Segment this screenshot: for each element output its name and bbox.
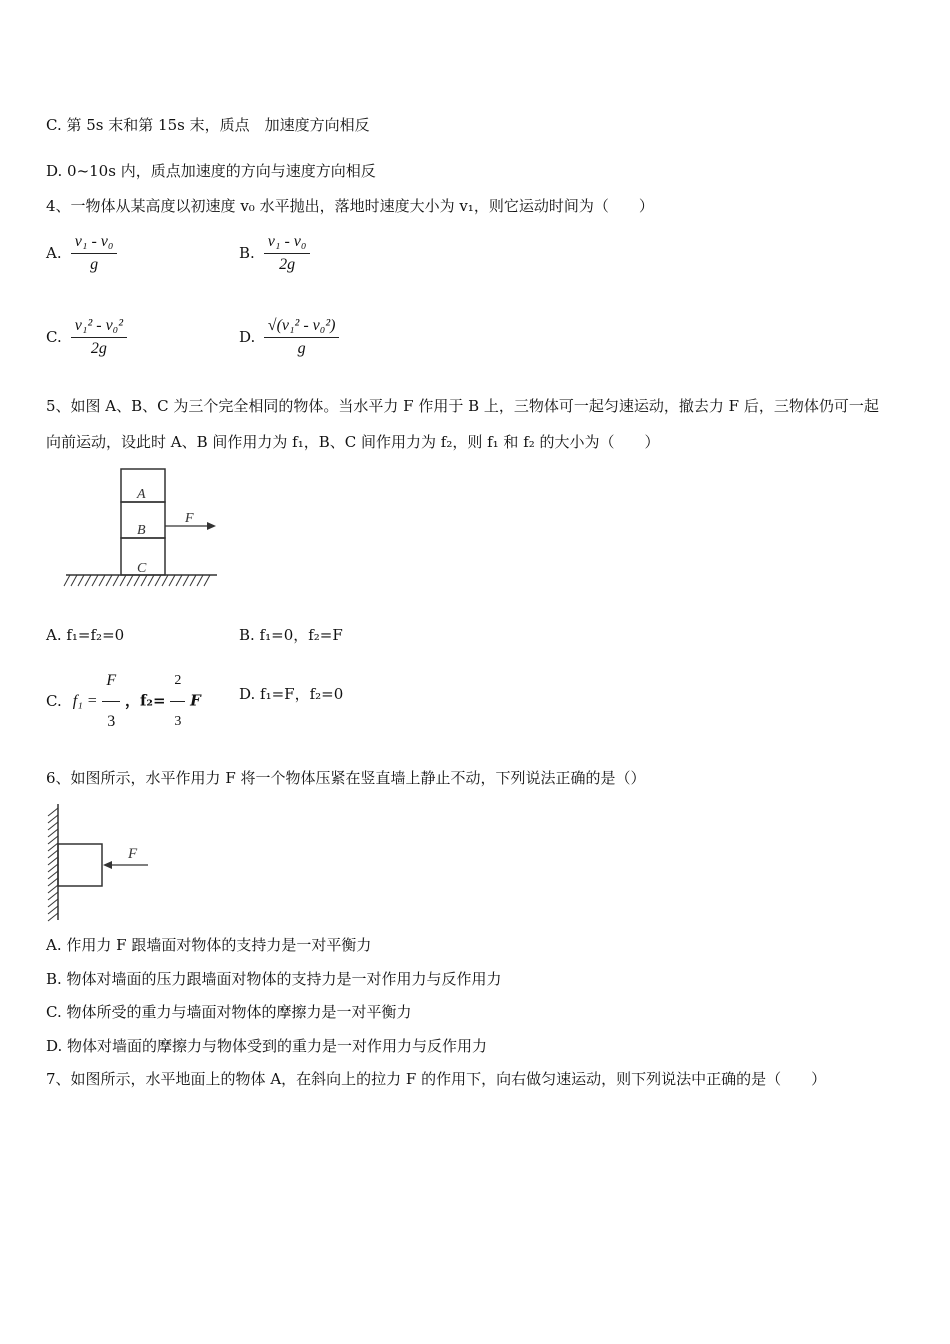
denominator: g xyxy=(297,340,306,357)
hatch-mark xyxy=(48,899,58,907)
numerator: v₁² - v₀² xyxy=(71,316,127,338)
hatch-mark xyxy=(141,575,147,586)
q4-option-a xyxy=(46,232,117,275)
hatch-mark xyxy=(92,575,98,586)
hatch-mark xyxy=(106,575,112,586)
q6-option-b: B. 物体对墙面的压力跟墙面对物体的支持力是一对作用力与反作用力 xyxy=(46,970,502,988)
label-a: A xyxy=(137,487,146,502)
fraction xyxy=(102,662,120,741)
q3-option-d: D. 0~10s 内，质点加速度的方向与速度方向相反 xyxy=(46,162,376,180)
hatch-mark xyxy=(48,885,58,893)
q6-option-c: C. 物体所受的重力与墙面对物体的摩擦力是一对平衡力 xyxy=(46,1003,412,1021)
hatch-mark xyxy=(48,857,58,865)
hatch-mark xyxy=(148,575,154,586)
fraction xyxy=(71,232,118,275)
fraction xyxy=(71,316,127,359)
hatch-mark xyxy=(48,836,58,844)
hatch-mark xyxy=(78,575,84,586)
q6-option-d: D. 物体对墙面的摩擦力与物体受到的重力是一对作用力与反作用力 xyxy=(46,1037,488,1055)
option-label: B. xyxy=(239,243,255,262)
q4-option-c xyxy=(46,316,127,359)
hatch-mark xyxy=(48,822,58,830)
arrow-head-icon xyxy=(103,861,112,869)
hatch-mark xyxy=(183,575,189,586)
hatch-mark xyxy=(48,843,58,851)
denominator: 3 xyxy=(107,713,116,730)
stacked-blocks-figure xyxy=(62,462,222,594)
hatch-mark xyxy=(48,864,58,872)
q5-stem-line2: 向前运动，设此时 A、B 间作用力为 f₁，B、C 间作用力为 f₂，则 f₁ 和 f₂ 的大小为（ ） xyxy=(46,433,660,451)
hatch-mark xyxy=(48,808,58,816)
hatch-mark xyxy=(204,575,210,586)
label-c: C xyxy=(137,561,147,576)
q5-stem-line1: 5、如图 A、B、C 为三个完全相同的物体。当水平力 F 作用于 B 上，三物体可一起匀速运动，撤去力 F 后，三物体仍可一起 xyxy=(46,397,879,415)
option-label: C. xyxy=(46,691,62,710)
hatch-mark xyxy=(85,575,91,586)
q5-option-b: B. f₁=0，f₂=F xyxy=(239,626,343,644)
hatch-mark xyxy=(134,575,140,586)
hatch-mark xyxy=(99,575,105,586)
hatch-mark xyxy=(48,829,58,837)
q6-option-a: A. 作用力 F 跟墙面对物体的支持力是一对平衡力 xyxy=(46,936,372,954)
label-force: F xyxy=(128,846,138,862)
hatch-mark xyxy=(176,575,182,586)
q3-option-c: C. 第 5s 末和第 15s 末，质点 加速度方向相反 xyxy=(46,116,370,134)
ground-hatch xyxy=(64,575,210,586)
wall-hatch xyxy=(48,808,58,921)
q7-stem: 7、如图所示，水平地面上的物体 A，在斜向上的拉力 F 的作用下，向右做匀速运动，则下列说法中正确的是（ ） xyxy=(46,1070,827,1088)
q6-stem: 6、如图所示，水平作用力 F 将一个物体压紧在竖直墙上静止不动，下列说法正确的是（） xyxy=(46,769,646,787)
hatch-mark xyxy=(48,892,58,900)
hatch-mark xyxy=(48,871,58,879)
denominator: g xyxy=(90,256,99,273)
denominator: 2g xyxy=(279,256,296,273)
numerator-2: 2 xyxy=(170,662,185,702)
q5-option-d: D. f₁=F，f₂=0 xyxy=(239,685,344,703)
hatch-mark xyxy=(48,906,58,914)
denominator: 2g xyxy=(90,340,107,357)
hatch-mark xyxy=(48,815,58,823)
q4-option-b xyxy=(239,232,310,275)
hatch-mark xyxy=(71,575,77,586)
hatch-mark xyxy=(120,575,126,586)
denominator-2: 3 xyxy=(174,714,182,729)
hatch-mark xyxy=(197,575,203,586)
f1-symbol: f₁ = xyxy=(72,692,98,710)
fraction-2 xyxy=(170,662,185,741)
fraction xyxy=(264,232,311,275)
label-force: F xyxy=(185,511,194,526)
q5-option-a: A. f₁=f₂=0 xyxy=(46,626,125,644)
numerator: F xyxy=(102,662,120,702)
option-label: D. xyxy=(239,327,256,346)
label-b: B xyxy=(137,523,146,538)
hatch-mark xyxy=(113,575,119,586)
hatch-mark xyxy=(190,575,196,586)
option-label: A. xyxy=(46,243,62,262)
force-symbol: F xyxy=(190,691,201,710)
hatch-mark xyxy=(48,850,58,858)
hatch-mark xyxy=(162,575,168,586)
numerator: √(v₁² - v₀²) xyxy=(264,316,340,338)
q4-option-d xyxy=(239,316,339,359)
hatch-mark xyxy=(155,575,161,586)
hatch-mark xyxy=(48,913,58,921)
q5-option-c xyxy=(46,662,201,741)
hatch-mark xyxy=(64,575,70,586)
fraction xyxy=(264,316,340,359)
hatch-mark xyxy=(127,575,133,586)
numerator: v₁ - v₀ xyxy=(71,232,118,254)
wall-block-figure xyxy=(44,802,156,924)
numerator: v₁ - v₀ xyxy=(264,232,311,254)
option-label: C. xyxy=(46,327,62,346)
hatch-mark xyxy=(48,878,58,886)
q4-stem: 4、一物体从某高度以初速度 v₀ 水平抛出，落地时速度大小为 v₁，则它运动时间为（ ） xyxy=(46,197,654,215)
arrow-head-icon xyxy=(207,522,216,530)
block xyxy=(58,844,102,886)
hatch-mark xyxy=(169,575,175,586)
f2-text: ，f₂= xyxy=(124,691,166,710)
